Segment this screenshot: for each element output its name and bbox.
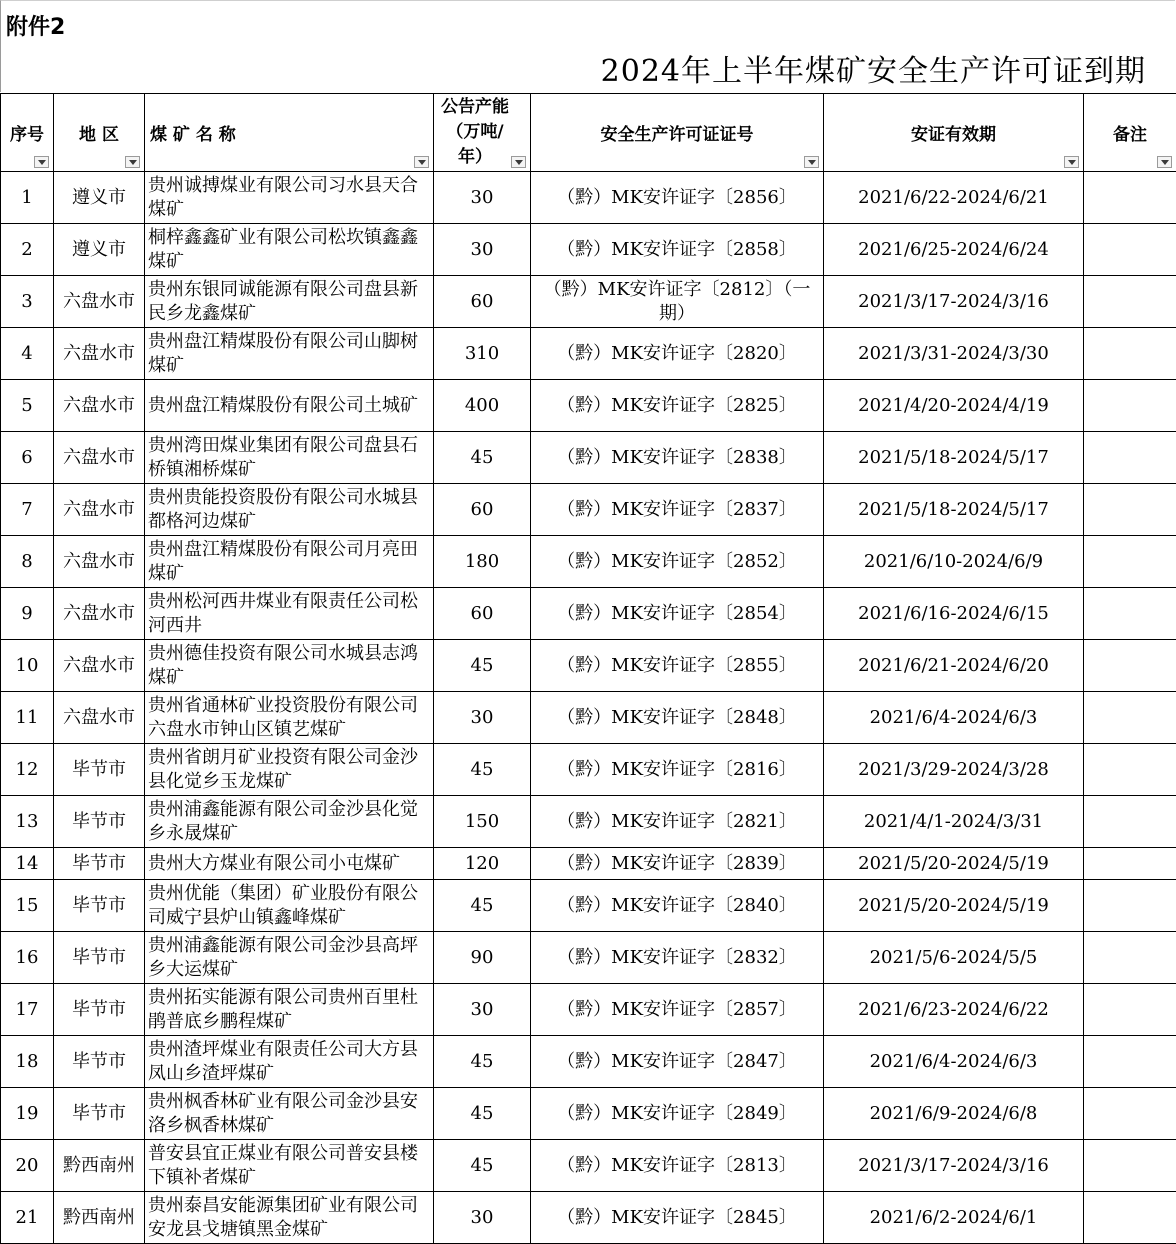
cell-region: 毕节市 xyxy=(54,744,145,796)
table-row xyxy=(1,224,1176,276)
cell-validity: 2021/6/16-2024/6/15 xyxy=(824,588,1084,640)
cell-mine-name: 贵州优能（集团）矿业股份有限公司威宁县炉山镇鑫峰煤矿 xyxy=(145,880,434,932)
table-row xyxy=(1,588,1176,640)
cell-remarks xyxy=(1084,172,1176,224)
cell-region: 六盘水市 xyxy=(54,276,145,328)
table-row xyxy=(1,536,1176,588)
cell-validity: 2021/6/21-2024/6/20 xyxy=(824,640,1084,692)
cell-capacity: 180 xyxy=(434,536,531,588)
cell-mine-name: 贵州枫香林矿业有限公司金沙县安洛乡枫香林煤矿 xyxy=(145,1088,434,1140)
table-row xyxy=(1,276,1176,328)
cell-seq: 16 xyxy=(1,932,54,984)
cell-capacity: 45 xyxy=(434,1140,531,1192)
cell-seq: 21 xyxy=(1,1192,54,1244)
table-row xyxy=(1,692,1176,744)
cell-seq: 19 xyxy=(1,1088,54,1140)
cell-validity: 2021/6/9-2024/6/8 xyxy=(824,1088,1084,1140)
header-mine-name xyxy=(145,94,434,172)
cell-remarks xyxy=(1084,692,1176,744)
cell-capacity: 120 xyxy=(434,848,531,880)
cell-region: 毕节市 xyxy=(54,984,145,1036)
table-body xyxy=(1,172,1176,1244)
table-row xyxy=(1,1192,1176,1244)
header-remarks xyxy=(1084,94,1176,172)
cell-validity: 2021/6/10-2024/6/9 xyxy=(824,536,1084,588)
cell-mine-name: 贵州省朗月矿业投资有限公司金沙县化觉乡玉龙煤矿 xyxy=(145,744,434,796)
cell-validity: 2021/4/20-2024/4/19 xyxy=(824,380,1084,432)
cell-region: 六盘水市 xyxy=(54,432,145,484)
cell-license-no: （黔）MK安许证字〔2825〕 xyxy=(531,380,824,432)
header-capacity-label: 公告产能（万吨/年） xyxy=(436,95,528,170)
cell-remarks xyxy=(1084,1192,1176,1244)
cell-validity: 2021/6/2-2024/6/1 xyxy=(824,1192,1084,1244)
cell-remarks xyxy=(1084,484,1176,536)
filter-dropdown-icon[interactable] xyxy=(804,156,819,168)
cell-capacity: 90 xyxy=(434,932,531,984)
cell-license-no: （黔）MK安许证字〔2838〕 xyxy=(531,432,824,484)
cell-validity: 2021/6/25-2024/6/24 xyxy=(824,224,1084,276)
cell-remarks xyxy=(1084,1036,1176,1088)
header-region-label: 地 区 xyxy=(56,120,142,145)
cell-capacity: 310 xyxy=(434,328,531,380)
table-row xyxy=(1,172,1176,224)
header-capacity xyxy=(434,94,531,172)
cell-license-no: （黔）MK安许证字〔2839〕 xyxy=(531,848,824,880)
cell-region: 六盘水市 xyxy=(54,692,145,744)
cell-remarks xyxy=(1084,1088,1176,1140)
cell-remarks xyxy=(1084,276,1176,328)
table-row xyxy=(1,432,1176,484)
cell-seq: 17 xyxy=(1,984,54,1036)
cell-seq: 7 xyxy=(1,484,54,536)
table-row xyxy=(1,640,1176,692)
cell-license-no: （黔）MK安许证字〔2837〕 xyxy=(531,484,824,536)
cell-validity: 2021/5/18-2024/5/17 xyxy=(824,432,1084,484)
cell-remarks xyxy=(1084,328,1176,380)
cell-validity: 2021/3/17-2024/3/16 xyxy=(824,276,1084,328)
cell-validity: 2021/4/1-2024/3/31 xyxy=(824,796,1084,848)
cell-mine-name: 贵州盘江精煤股份有限公司土城矿 xyxy=(145,380,434,432)
cell-capacity: 45 xyxy=(434,744,531,796)
cell-region: 毕节市 xyxy=(54,880,145,932)
cell-validity: 2021/3/31-2024/3/30 xyxy=(824,328,1084,380)
cell-validity: 2021/5/18-2024/5/17 xyxy=(824,484,1084,536)
cell-license-no: （黔）MK安许证字〔2855〕 xyxy=(531,640,824,692)
page-title: 2024年上半年煤矿安全生产许可证到期 xyxy=(0,46,1146,90)
cell-region: 六盘水市 xyxy=(54,328,145,380)
cell-mine-name: 贵州诚搏煤业有限公司习水县天合煤矿 xyxy=(145,172,434,224)
cell-capacity: 400 xyxy=(434,380,531,432)
cell-mine-name: 贵州盘江精煤股份有限公司山脚树煤矿 xyxy=(145,328,434,380)
filter-dropdown-icon[interactable] xyxy=(414,156,429,168)
cell-seq: 20 xyxy=(1,1140,54,1192)
cell-validity: 2021/5/20-2024/5/19 xyxy=(824,880,1084,932)
cell-capacity: 45 xyxy=(434,1088,531,1140)
cell-region: 毕节市 xyxy=(54,932,145,984)
cell-validity: 2021/5/20-2024/5/19 xyxy=(824,848,1084,880)
cell-capacity: 150 xyxy=(434,796,531,848)
table-row xyxy=(1,1088,1176,1140)
cell-region: 毕节市 xyxy=(54,848,145,880)
table-row xyxy=(1,744,1176,796)
cell-remarks xyxy=(1084,432,1176,484)
cell-capacity: 60 xyxy=(434,588,531,640)
header-validity xyxy=(824,94,1084,172)
cell-validity: 2021/3/29-2024/3/28 xyxy=(824,744,1084,796)
cell-license-no: （黔）MK安许证字〔2854〕 xyxy=(531,588,824,640)
cell-mine-name: 贵州湾田煤业集团有限公司盘县石桥镇湘桥煤矿 xyxy=(145,432,434,484)
cell-mine-name: 贵州松河西井煤业有限责任公司松河西井 xyxy=(145,588,434,640)
attachment-label: 附件2 xyxy=(6,10,65,41)
table-row xyxy=(1,880,1176,932)
table-row xyxy=(1,328,1176,380)
cell-mine-name: 贵州德佳投资有限公司水城县志鸿煤矿 xyxy=(145,640,434,692)
cell-seq: 13 xyxy=(1,796,54,848)
cell-mine-name: 贵州大方煤业有限公司小屯煤矿 xyxy=(145,848,434,880)
cell-validity: 2021/6/4-2024/6/3 xyxy=(824,1036,1084,1088)
cell-mine-name: 普安县宜正煤业有限公司普安县楼下镇补者煤矿 xyxy=(145,1140,434,1192)
cell-capacity: 30 xyxy=(434,692,531,744)
cell-validity: 2021/6/22-2024/6/21 xyxy=(824,172,1084,224)
cell-mine-name: 桐梓鑫鑫矿业有限公司松坎镇鑫鑫煤矿 xyxy=(145,224,434,276)
cell-remarks xyxy=(1084,848,1176,880)
cell-license-no: （黔）MK安许证字〔2845〕 xyxy=(531,1192,824,1244)
table-row xyxy=(1,932,1176,984)
cell-remarks xyxy=(1084,932,1176,984)
cell-license-no: （黔）MK安许证字〔2856〕 xyxy=(531,172,824,224)
cell-remarks xyxy=(1084,588,1176,640)
cell-region: 黔西南州 xyxy=(54,1140,145,1192)
cell-seq: 8 xyxy=(1,536,54,588)
cell-remarks xyxy=(1084,984,1176,1036)
header-region xyxy=(54,94,145,172)
table-row xyxy=(1,796,1176,848)
header-license-no xyxy=(531,94,824,172)
cell-remarks xyxy=(1084,1140,1176,1192)
cell-seq: 3 xyxy=(1,276,54,328)
license-table xyxy=(0,93,1176,1244)
filter-dropdown-icon[interactable] xyxy=(1157,156,1172,168)
cell-capacity: 30 xyxy=(434,984,531,1036)
cell-seq: 12 xyxy=(1,744,54,796)
filter-dropdown-icon[interactable] xyxy=(511,156,526,168)
cell-mine-name: 贵州泰昌安能源集团矿业有限公司安龙县戈塘镇黑金煤矿 xyxy=(145,1192,434,1244)
cell-license-no: （黔）MK安许证字〔2840〕 xyxy=(531,880,824,932)
cell-remarks xyxy=(1084,640,1176,692)
cell-license-no: （黔）MK安许证字〔2852〕 xyxy=(531,536,824,588)
cell-capacity: 30 xyxy=(434,224,531,276)
cell-region: 毕节市 xyxy=(54,1036,145,1088)
cell-license-no: （黔）MK安许证字〔2857〕 xyxy=(531,984,824,1036)
cell-region: 六盘水市 xyxy=(54,484,145,536)
cell-license-no: （黔）MK安许证字〔2813〕 xyxy=(531,1140,824,1192)
cell-validity: 2021/6/4-2024/6/3 xyxy=(824,692,1084,744)
header-license-no-label: 安全生产许可证证号 xyxy=(533,120,821,145)
cell-capacity: 30 xyxy=(434,1192,531,1244)
filter-dropdown-icon[interactable] xyxy=(1064,156,1079,168)
cell-region: 毕节市 xyxy=(54,796,145,848)
cell-license-no: （黔）MK安许证字〔2849〕 xyxy=(531,1088,824,1140)
table-row xyxy=(1,484,1176,536)
cell-mine-name: 贵州贵能投资股份有限公司水城县都格河边煤矿 xyxy=(145,484,434,536)
header-remarks-label: 备注 xyxy=(1086,120,1174,145)
header-validity-label: 安证有效期 xyxy=(826,120,1081,145)
table-row xyxy=(1,1036,1176,1088)
cell-license-no: （黔）MK安许证字〔2847〕 xyxy=(531,1036,824,1088)
cell-license-no: （黔）MK安许证字〔2816〕 xyxy=(531,744,824,796)
cell-license-no: （黔）MK安许证字〔2812〕（一期） xyxy=(531,276,824,328)
cell-capacity: 45 xyxy=(434,640,531,692)
cell-seq: 9 xyxy=(1,588,54,640)
table-row xyxy=(1,1140,1176,1192)
cell-seq: 1 xyxy=(1,172,54,224)
cell-region: 六盘水市 xyxy=(54,640,145,692)
cell-seq: 15 xyxy=(1,880,54,932)
cell-capacity: 60 xyxy=(434,484,531,536)
table-row xyxy=(1,848,1176,880)
cell-capacity: 45 xyxy=(434,432,531,484)
cell-license-no: （黔）MK安许证字〔2858〕 xyxy=(531,224,824,276)
cell-region: 六盘水市 xyxy=(54,536,145,588)
cell-license-no: （黔）MK安许证字〔2821〕 xyxy=(531,796,824,848)
cell-remarks xyxy=(1084,536,1176,588)
cell-seq: 6 xyxy=(1,432,54,484)
table-row xyxy=(1,380,1176,432)
cell-mine-name: 贵州浦鑫能源有限公司金沙县化觉乡永晟煤矿 xyxy=(145,796,434,848)
cell-remarks xyxy=(1084,224,1176,276)
cell-license-no: （黔）MK安许证字〔2848〕 xyxy=(531,692,824,744)
cell-region: 遵义市 xyxy=(54,224,145,276)
cell-seq: 5 xyxy=(1,380,54,432)
cell-seq: 11 xyxy=(1,692,54,744)
header-seq xyxy=(1,94,54,172)
cell-region: 黔西南州 xyxy=(54,1192,145,1244)
cell-validity: 2021/3/17-2024/3/16 xyxy=(824,1140,1084,1192)
cell-validity: 2021/6/23-2024/6/22 xyxy=(824,984,1084,1036)
cell-license-no: （黔）MK安许证字〔2820〕 xyxy=(531,328,824,380)
cell-mine-name: 贵州拓实能源有限公司贵州百里杜鹃普底乡鹏程煤矿 xyxy=(145,984,434,1036)
cell-license-no: （黔）MK安许证字〔2832〕 xyxy=(531,932,824,984)
cell-region: 六盘水市 xyxy=(54,588,145,640)
header-row xyxy=(1,94,1176,172)
cell-remarks xyxy=(1084,744,1176,796)
cell-mine-name: 贵州东银同诚能源有限公司盘县新民乡龙鑫煤矿 xyxy=(145,276,434,328)
header-seq-label: 序号 xyxy=(3,120,51,145)
cell-mine-name: 贵州渣坪煤业有限责任公司大方县凤山乡渣坪煤矿 xyxy=(145,1036,434,1088)
cell-capacity: 30 xyxy=(434,172,531,224)
cell-mine-name: 贵州浦鑫能源有限公司金沙县高坪乡大运煤矿 xyxy=(145,932,434,984)
cell-region: 遵义市 xyxy=(54,172,145,224)
cell-capacity: 45 xyxy=(434,880,531,932)
cell-region: 毕节市 xyxy=(54,1088,145,1140)
table-row xyxy=(1,984,1176,1036)
cell-capacity: 60 xyxy=(434,276,531,328)
cell-validity: 2021/5/6-2024/5/5 xyxy=(824,932,1084,984)
filter-dropdown-icon[interactable] xyxy=(34,156,49,168)
cell-seq: 2 xyxy=(1,224,54,276)
cell-remarks xyxy=(1084,380,1176,432)
cell-mine-name: 贵州盘江精煤股份有限公司月亮田煤矿 xyxy=(145,536,434,588)
header-mine-name-label: 煤 矿 名 称 xyxy=(147,120,431,145)
cell-region: 六盘水市 xyxy=(54,380,145,432)
filter-dropdown-icon[interactable] xyxy=(125,156,140,168)
cell-seq: 14 xyxy=(1,848,54,880)
cell-seq: 4 xyxy=(1,328,54,380)
cell-capacity: 45 xyxy=(434,1036,531,1088)
cell-seq: 10 xyxy=(1,640,54,692)
cell-remarks xyxy=(1084,880,1176,932)
cell-seq: 18 xyxy=(1,1036,54,1088)
cell-remarks xyxy=(1084,796,1176,848)
cell-mine-name: 贵州省通林矿业投资股份有限公司六盘水市钟山区镇艺煤矿 xyxy=(145,692,434,744)
